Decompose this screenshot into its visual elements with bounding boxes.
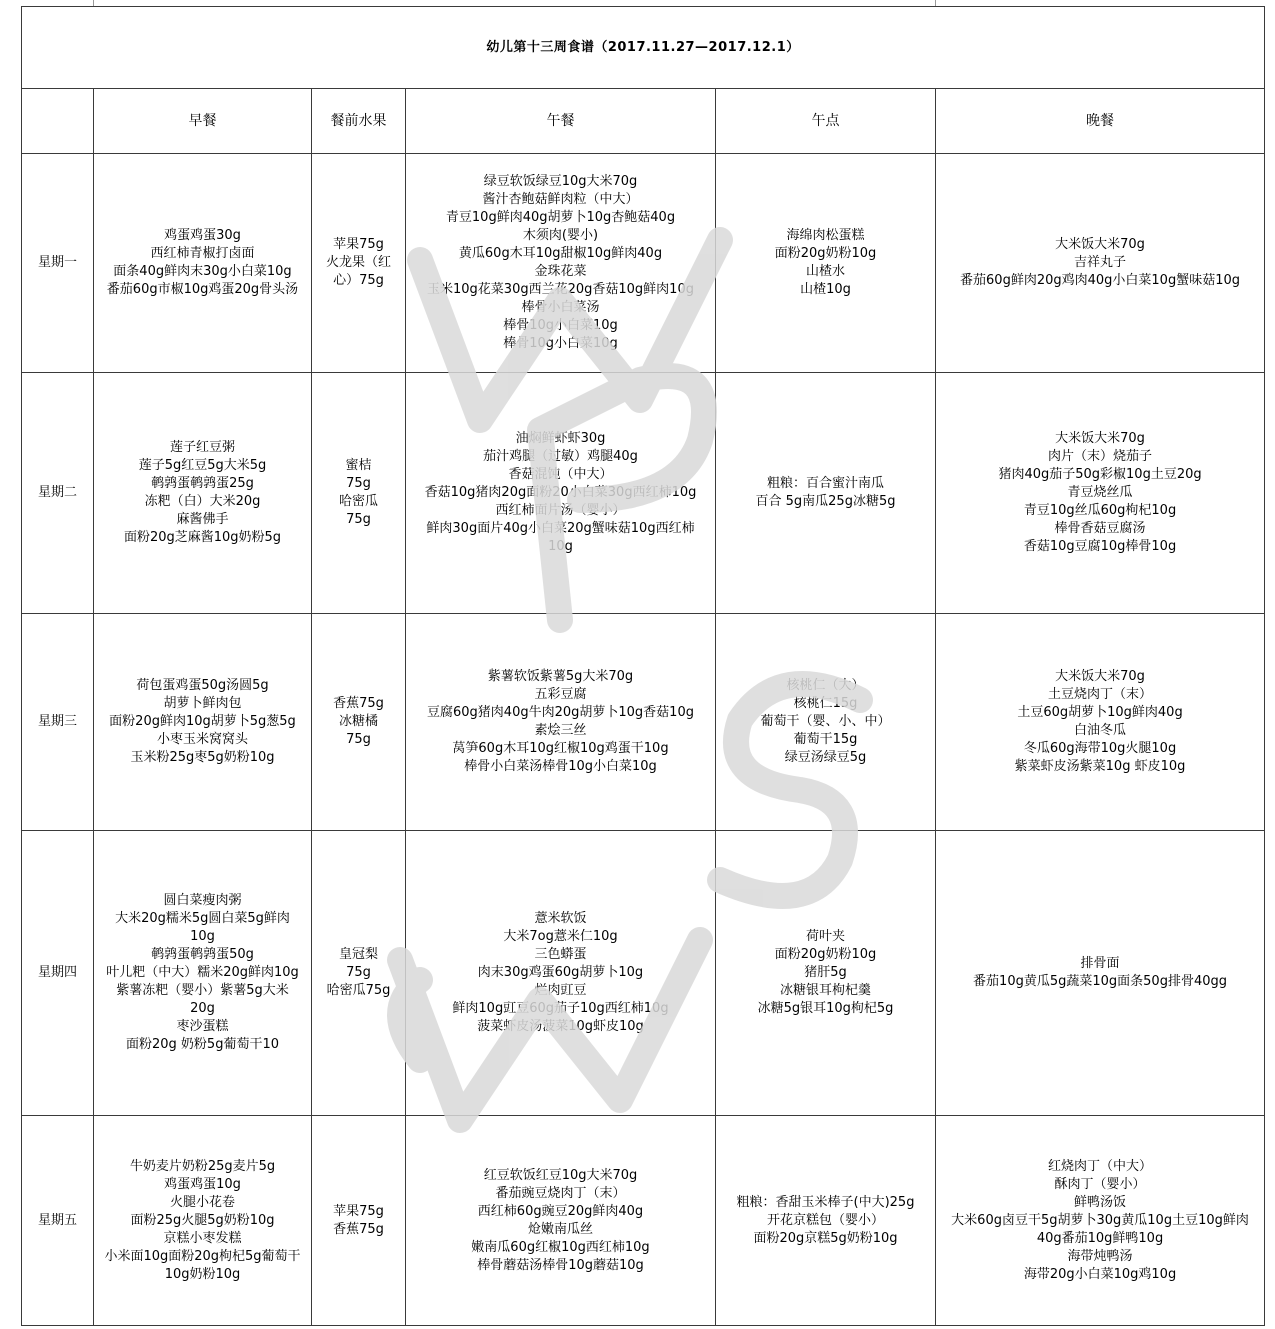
menu-line: 75g bbox=[346, 476, 371, 491]
menu-line: 香蕉75g bbox=[333, 696, 384, 711]
menu-line: 鸡蛋鸡蛋10g bbox=[164, 1176, 241, 1192]
fruit-cell bbox=[312, 831, 406, 1116]
menu-line: 冰糖5g银耳10g枸杞5g bbox=[757, 1001, 894, 1016]
lunch-cell bbox=[406, 831, 716, 1116]
lunch-cell bbox=[406, 614, 716, 831]
menu-line: 粗粮：百合蜜汁南瓜 bbox=[766, 476, 884, 491]
snack-cell bbox=[716, 1116, 936, 1326]
menu-line: 棒骨香菇豆腐汤 bbox=[1054, 521, 1146, 536]
menu-line: 香菇10g猪肉20g面粉20小白菜30g西红柿10g bbox=[424, 485, 697, 500]
menu-line: 玉米10g花菜30g西兰花20g香菇10g鲜肉10g bbox=[427, 282, 694, 297]
menu-line: 75g bbox=[346, 965, 371, 980]
day-row bbox=[22, 614, 1265, 831]
menu-line: 面粉20g奶粉10g bbox=[774, 246, 877, 261]
menu-line: 青豆10g鲜肉40g胡萝卜10g杏鲍菇40g bbox=[445, 210, 676, 225]
menu-line: 牛奶麦片奶粉25g麦片5g bbox=[129, 1158, 276, 1174]
menu-line: 胡萝卜鲜肉包 bbox=[163, 696, 242, 711]
menu-line: 火龙果（红 bbox=[325, 255, 391, 270]
day-label: 星期一 bbox=[22, 154, 94, 373]
menu-line: 番茄60g鲜肉20g鸡肉40g小白菜10g蟹味菇10g bbox=[960, 273, 1241, 288]
menu-line: 排骨面 bbox=[1080, 956, 1120, 971]
menu-line: 叶儿粑（中大）糯米20g鲜肉10g bbox=[106, 965, 299, 980]
lunch-cell bbox=[406, 154, 716, 373]
menu-line: 海绵肉松蛋糕 bbox=[786, 228, 865, 243]
menu-line: 红烧肉丁（中大） bbox=[1048, 1158, 1153, 1174]
header-fruit: 餐前水果 bbox=[312, 89, 406, 154]
menu-line: 青豆10g丝瓜60g枸杞10g bbox=[1023, 503, 1177, 518]
menu-line: 面粉20g 奶粉5g葡萄干10 bbox=[126, 1037, 279, 1052]
day-row bbox=[22, 1116, 1265, 1326]
snack-cell bbox=[716, 614, 936, 831]
menu-line: 苹果75g bbox=[333, 237, 384, 252]
menu-line: 棒骨10g小白菜10g bbox=[503, 336, 618, 351]
menu-line: 海带20g小白菜10g鸡10g bbox=[1023, 1266, 1177, 1282]
dinner-cell bbox=[936, 1116, 1265, 1326]
menu-line: 10g bbox=[548, 539, 573, 554]
menu-line: 炝嫩南瓜丝 bbox=[527, 1221, 593, 1237]
menu-line: 哈密瓜 bbox=[338, 494, 378, 509]
menu-line: 土豆烧肉丁（末） bbox=[1048, 687, 1153, 702]
menu-line: 西红柿青椒打卤面 bbox=[150, 246, 255, 261]
menu-line: 肉末30g鸡蛋60g胡萝卜10g bbox=[477, 965, 644, 980]
fruit-cell bbox=[312, 154, 406, 373]
menu-line: 小米面10g面粉20g枸杞5g葡萄干 bbox=[104, 1248, 301, 1264]
menu-line: 心）75g bbox=[333, 273, 384, 288]
dinner-cell bbox=[936, 614, 1265, 831]
menu-line: 红豆软饭红豆10g大米70g bbox=[483, 1167, 638, 1183]
menu-line: 油焖鲜虾虾30g bbox=[515, 431, 606, 446]
menu-line: 10g bbox=[190, 929, 215, 944]
menu-line: 面粉20g京糕5g奶粉10g bbox=[753, 1230, 898, 1246]
menu-line: 嫩南瓜60g红椒10g西红柿10g bbox=[471, 1239, 650, 1255]
lunch-cell bbox=[406, 1116, 716, 1326]
menu-line: 茄汁鸡腿（过敏）鸡腿40g bbox=[483, 449, 638, 464]
menu-line: 火腿小花卷 bbox=[169, 1194, 235, 1210]
breakfast-cell bbox=[94, 1116, 312, 1326]
menu-line: 莲子5g红豆5g大米5g bbox=[138, 458, 267, 473]
menu-line: 百合 5g南瓜25g冰糖5g bbox=[755, 494, 896, 509]
menu-line: 大米20g糯米5g圆白菜5g鲜肉 bbox=[115, 911, 290, 926]
day-label: 星期四 bbox=[22, 831, 94, 1116]
menu-line: 葡萄干15g bbox=[793, 732, 858, 747]
header-dinner: 晚餐 bbox=[936, 89, 1265, 154]
fruit-cell bbox=[312, 373, 406, 614]
menu-line: 西红柿面片汤（婴小） bbox=[495, 503, 626, 518]
menu-line: 紫菜虾皮汤紫菜10g 虾皮10g bbox=[1014, 759, 1186, 774]
snack-cell bbox=[716, 154, 936, 373]
header-lunch: 午餐 bbox=[406, 89, 716, 154]
dinner-cell bbox=[936, 373, 1265, 614]
menu-line: 鹌鹑蛋鹌鹑蛋50g bbox=[151, 947, 254, 962]
menu-table bbox=[21, 6, 1265, 1326]
menu-line: 大米7og薏米仁10g bbox=[503, 929, 618, 944]
menu-line: 面粉20g奶粉10g bbox=[774, 947, 877, 962]
menu-line: 猪肉40g茄子50g彩椒10g土豆20g bbox=[998, 467, 1202, 482]
menu-line: 大米饭大米70g bbox=[1055, 431, 1145, 446]
menu-line: 鲜肉30g面片40g小白菜20g蟹味菇10g西红柿 bbox=[426, 521, 695, 536]
fruit-cell bbox=[312, 1116, 406, 1326]
menu-line: 木须肉(婴小) bbox=[522, 228, 599, 243]
menu-line: 玉米粉25g枣5g奶粉10g bbox=[130, 750, 275, 765]
menu-line: 番茄豌豆烧肉丁（末） bbox=[495, 1185, 626, 1201]
menu-line: 山楂10g bbox=[800, 282, 851, 297]
menu-line: 黄瓜60g木耳10g甜椒10g鲜肉40g bbox=[458, 246, 663, 261]
dinner-cell bbox=[936, 154, 1265, 373]
menu-line: 哈密瓜75g bbox=[326, 983, 391, 998]
menu-line: 紫薯冻粑（婴小）紫薯5g大米 bbox=[116, 983, 289, 998]
menu-line: 吉祥丸子 bbox=[1074, 255, 1127, 270]
menu-line: 香蕉75g bbox=[333, 1221, 384, 1237]
menu-line: 五彩豆腐 bbox=[534, 687, 587, 702]
menu-line: 面粉20g芝麻酱10g奶粉5g bbox=[123, 530, 282, 545]
menu-line: 棒骨小白菜汤棒骨10g小白菜10g bbox=[464, 759, 657, 774]
menu-line: 冰糖橘 bbox=[338, 714, 378, 729]
menu-line: 素烩三丝 bbox=[534, 723, 587, 738]
menu-line: 面条40g鲜肉末30g小白菜10g bbox=[113, 264, 292, 279]
menu-line: 开花京糕包（婴小） bbox=[766, 1212, 884, 1228]
menu-line: 西红柿60g豌豆20g鲜肉40g bbox=[477, 1203, 644, 1219]
menu-line: 肉片（末）烧茄子 bbox=[1048, 449, 1153, 464]
menu-line: 莲子红豆粥 bbox=[169, 440, 235, 455]
menu-line: 10g奶粉10g bbox=[164, 1266, 241, 1282]
menu-line: 酥肉丁（婴小） bbox=[1054, 1176, 1146, 1192]
menu-line: 绿豆软饭绿豆10g大米70g bbox=[483, 174, 638, 189]
day-row bbox=[22, 154, 1265, 373]
menu-line: 冬瓜60g海带10g火腿10g bbox=[1023, 741, 1177, 756]
menu-line: 苹果75g bbox=[333, 1203, 384, 1219]
menu-line: 莴笋60g木耳10g红椒10g鸡蛋干10g bbox=[452, 741, 669, 756]
menu-line: 棒骨10g小白菜10g bbox=[503, 318, 618, 333]
menu-line: 豆腐60g猪肉40g牛肉20g胡萝卜10g香菇10g bbox=[427, 705, 694, 720]
header-breakfast: 早餐 bbox=[94, 89, 312, 154]
menu-line: 20g bbox=[190, 1001, 215, 1016]
menu-line: 葡萄干（婴、小、中） bbox=[760, 714, 891, 729]
menu-line: 山楂水 bbox=[805, 264, 845, 279]
header-snack: 午点 bbox=[716, 89, 936, 154]
menu-line: 青豆烧丝瓜 bbox=[1067, 485, 1133, 500]
page-title: 幼儿第十三周食谱（2017.11.27—2017.12.1） bbox=[22, 7, 1265, 89]
menu-line: 40g番茄10g鲜鸭10g bbox=[1036, 1230, 1164, 1246]
menu-line: 紫薯软饭紫薯5g大米70g bbox=[487, 669, 634, 684]
menu-line: 酱汁杏鲍菇鲜肉粒（中大） bbox=[482, 192, 639, 207]
menu-line: 冻粑（白）大米20g bbox=[144, 494, 261, 509]
menu-line: 75g bbox=[346, 732, 371, 747]
menu-line: 皇冠梨 bbox=[338, 947, 378, 962]
menu-line: 烂肉豇豆 bbox=[534, 983, 587, 998]
header-row bbox=[22, 89, 1265, 154]
snack-cell bbox=[716, 831, 936, 1116]
menu-line: 土豆60g胡萝卜10g鲜肉40g bbox=[1017, 705, 1183, 720]
dinner-cell bbox=[936, 831, 1265, 1116]
menu-line: 猪肝5g bbox=[804, 965, 847, 980]
menu-line: 麻酱佛手 bbox=[176, 512, 229, 527]
breakfast-cell bbox=[94, 154, 312, 373]
menu-line: 粗粮：香甜玉米棒子(中大)25g bbox=[736, 1194, 915, 1210]
menu-line: 大米饭大米70g bbox=[1055, 237, 1145, 252]
menu-line: 鲜鸭汤饭 bbox=[1074, 1194, 1127, 1210]
menu-line: 香菇混饨（中大） bbox=[508, 467, 613, 482]
menu-line: 菠菜虾皮汤菠菜10g虾皮10g bbox=[477, 1019, 644, 1034]
menu-line: 75g bbox=[346, 512, 371, 527]
header-corner bbox=[22, 89, 94, 154]
menu-line: 荷包蛋鸡蛋50g汤圆5g bbox=[136, 678, 269, 693]
day-row bbox=[22, 831, 1265, 1116]
menu-line: 京糕小枣发糕 bbox=[163, 1230, 242, 1246]
menu-line: 香菇10g豆腐10g棒骨10g bbox=[1023, 539, 1177, 554]
lunch-cell bbox=[406, 373, 716, 614]
breakfast-cell bbox=[94, 831, 312, 1116]
breakfast-cell bbox=[94, 614, 312, 831]
menu-line: 白油冬瓜 bbox=[1074, 723, 1127, 738]
snack-cell bbox=[716, 373, 936, 614]
menu-line: 棒骨小白菜汤 bbox=[521, 300, 600, 315]
menu-line: 荷叶夹 bbox=[805, 929, 845, 944]
day-label: 星期五 bbox=[22, 1116, 94, 1326]
day-label: 星期三 bbox=[22, 614, 94, 831]
menu-line: 核桃仁15g bbox=[793, 696, 858, 711]
menu-line: 圆白菜瘦肉粥 bbox=[163, 893, 242, 908]
menu-line: 鹌鹑蛋鹌鹑蛋25g bbox=[151, 476, 254, 491]
menu-line: 核桃仁（大） bbox=[786, 678, 865, 693]
menu-line: 大米饭大米70g bbox=[1055, 669, 1145, 684]
menu-line: 薏米软饭 bbox=[534, 911, 587, 926]
menu-line: 番茄60g市椒10g鸡蛋20g骨头汤 bbox=[106, 282, 299, 297]
menu-line: 冰糖银耳枸杞羹 bbox=[779, 983, 871, 998]
menu-line: 番茄10g黄瓜5g蔬菜10g面条50g排骨40gg bbox=[973, 974, 1227, 989]
menu-line: 鲜肉10g豇豆60g茄子10g西红柿10g bbox=[452, 1001, 669, 1016]
menu-line: 面粉25g火腿5g奶粉10g bbox=[130, 1212, 275, 1228]
menu-line: 面粉20g鲜肉10g胡萝卜5g葱5g bbox=[109, 714, 296, 729]
menu-line: 蜜桔 bbox=[345, 458, 372, 473]
menu-line: 鸡蛋鸡蛋30g bbox=[164, 228, 241, 243]
menu-line: 小枣玉米窝窝头 bbox=[156, 732, 248, 747]
fruit-cell bbox=[312, 614, 406, 831]
menu-line: 棒骨蘑菇汤棒骨10g蘑菇10g bbox=[477, 1257, 644, 1273]
menu-line: 海带炖鸭汤 bbox=[1067, 1248, 1133, 1264]
menu-line: 大米60g卤豆干5g胡萝卜30g黄瓜10g土豆10g鲜肉 bbox=[951, 1212, 1249, 1228]
menu-line: 绿豆汤绿豆5g bbox=[784, 750, 867, 765]
menu-line: 枣沙蛋糕 bbox=[176, 1019, 229, 1034]
day-row bbox=[22, 373, 1265, 614]
day-label: 星期二 bbox=[22, 373, 94, 614]
breakfast-cell bbox=[94, 373, 312, 614]
menu-line: 金珠花菜 bbox=[534, 264, 587, 279]
menu-line: 三色蟒蛋 bbox=[534, 947, 587, 962]
